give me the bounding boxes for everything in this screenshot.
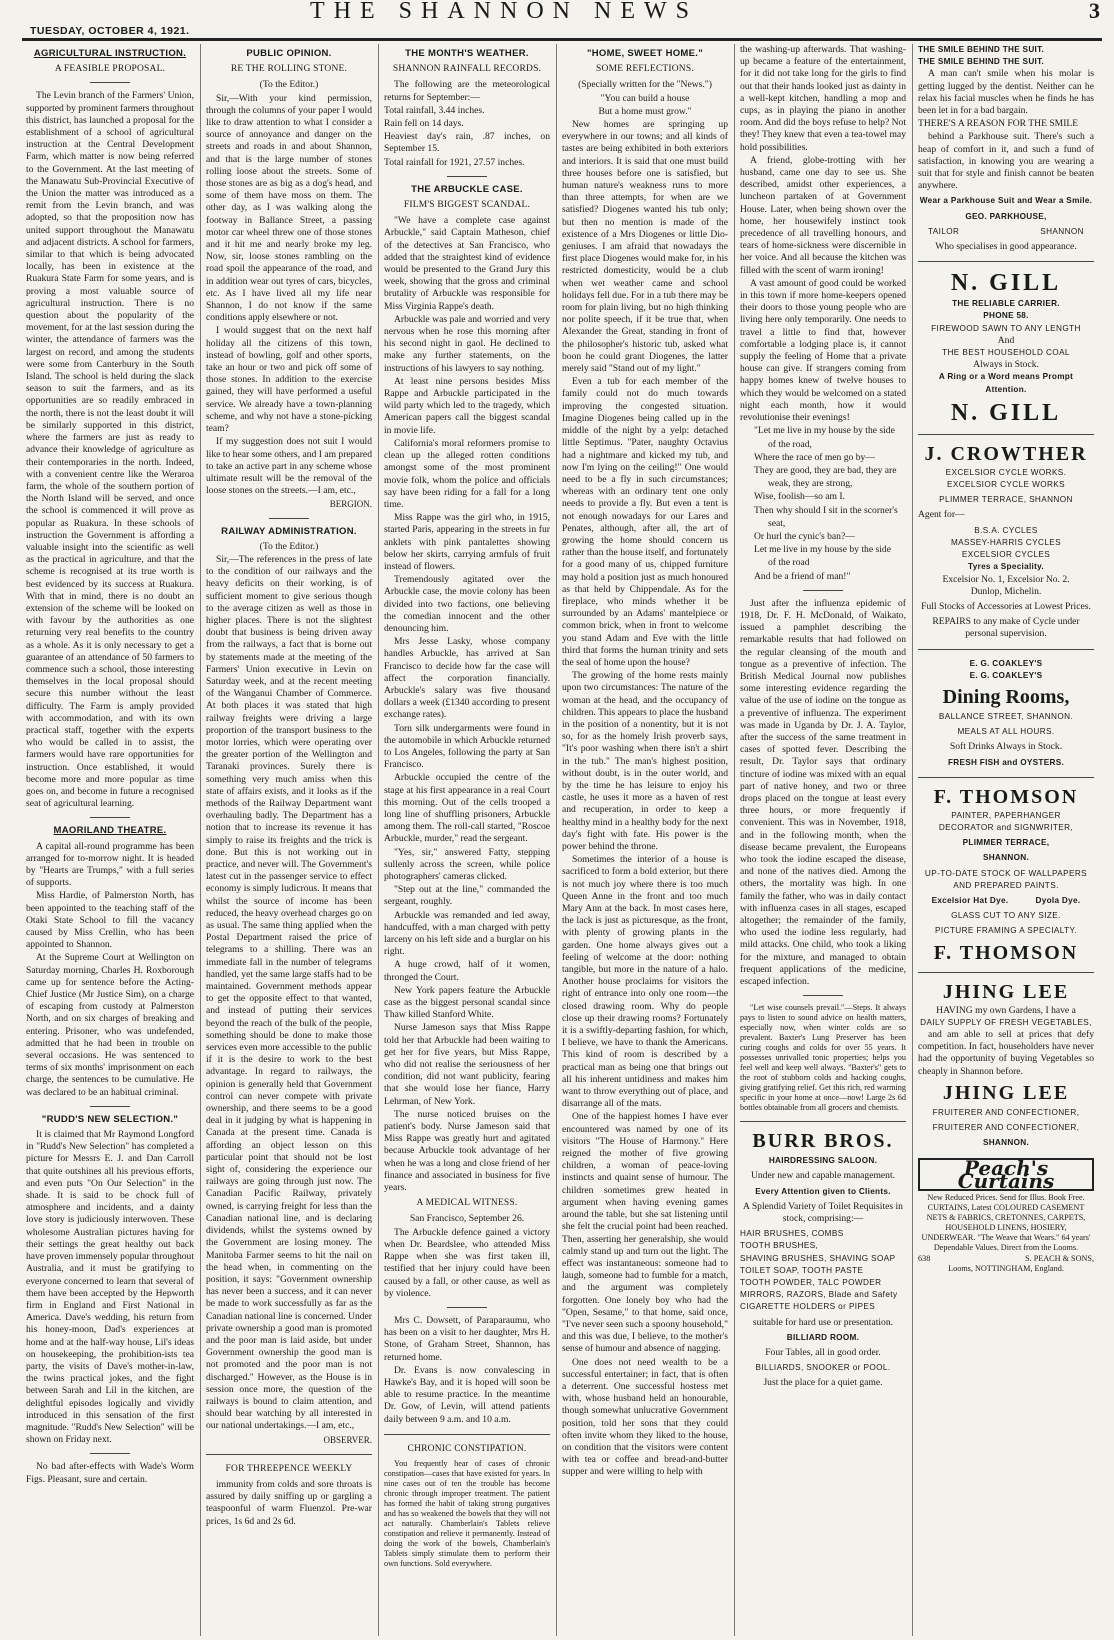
divider [803,590,843,591]
advert-text: New Reduced Prices. Send for Illus. Book Free. CURTAINS, Latest COLOURED CASEMENT NETS & FABRICS, CRETONNES, CARPETS, HOUSEHOLD LINENS, HOSIERY, UNDERWEAR. "The Weave that Wears." 64 years' Dependable Values. Direct from the Looms. [921,1192,1091,1252]
poem-line: weak, they are strong, [768,478,853,490]
editor-note: (To the Editor.) [259,79,319,91]
column-rule [556,44,557,1636]
article-paragraph: "Yes, sir," answered Fatty, stepping sullenly across the screen, while police photographers' cameras clicked. [384,846,550,882]
column-rule [378,44,379,1636]
article-paragraph: Dr. Evans is now convalescing in Hawke's Bay, and it is hoped will soon be able to resume practice. In the meantime Dr. Gow, of Levin, will attend patients daily between 9 a.m. and 10 a.m. [384,1364,550,1425]
article-paragraph: The nurse noticed bruises on the patient's body. Nurse Jameson said that Miss Rappe was greatly hurt and agitated because Arbuckle took advantage of her when he was a long and close friend of her finance and associated in business for five years. [384,1108,550,1194]
advert-line: BILLIARDS, SNOOKER or POOL. [755,1363,891,1373]
issue-date: TUESDAY, OCTOBER 4, 1921. [30,25,190,37]
advert-name: N. GILL [950,270,1062,297]
article-paragraph: Mrs Jesse Lasky, whose company handles Arbuckle, has arrived at San Francisco to decide how far the case will affect the corporation financially. Arbuckle's salary was five thousand dollars a week (£1340 according to present exchange rates). [384,636,550,721]
article-subheading: SOME REFLECTIONS. [596,64,694,75]
poem-line: Let me live in my house by the side [754,544,891,556]
advert-line: TOOTH BRUSHES, [740,1241,819,1251]
quote-line: "You can build a house [600,92,690,104]
article-paragraph: The Levin branch of the Farmers' Union, supported by prominent farmers throughout this district, has launched a proposal for the establishment of a school of agricultural instruction at the Central Development Farm, which matter is now being referred to the Government. At the last meeting of the Manawatu Sub-Provincial Executive of the Union the matter was introduced as a remit from the Levin branch, and was adopted, so that the proposition now has united support throughout the Manawatu and adjacent districts. A school for farmers, similar to that which is being advocated locally, has been in existence at the Ruakura State Farm for some years, and is proving a most valuable source of agricultural instruction. There is no question about the popularity of the movement, for at the last session during the winter, the attendance of farmers was the largest on record, and among the students were some from Canterbury in the South Island. The school is held during the slack season to suit the farmers, and as its opportunities are so readily embraced in the north, there is not the least doubt it will be similarly supported in this district, where the farmers are just as ready to advance their knowledge of agriculture as their contemporaries in the north. Indeed, with a convenient centre like the Weraroa farm, the whole of the southern portion of the North Island will be served, and once the school is commenced it will prove as popular as Ruakura. In these schools of instruction the Government is affording a valuable insight into the scientific as well as the practical in agriculture, and that the scheme is recognised at its true worth is best evidenced by its success at Ruakura. With that in mind, there is no doubt an extension of the scheme will be looked on with favour by the authorities as one returning very real benefits to the country as a whole. As it is only necessary to get a guarantee of an attendance of 50 farmers to commence such a school, those interesting themselves in the local proposal should secure this number without the least difficulty. The Farm is amply provided with accommodation, and with its own practical staff, together with the experts who would be called in to assist, the farmers would have rare opportunities for instruction. Once established, it would become more and more popular as time goes on, and become in future a recognised seat of agricultural learning. [26,90,194,810]
poem-line: "Let me live in my house by the side [754,425,895,437]
article-subheading: A MEDICAL WITNESS. [416,1198,518,1209]
article-subheading: RE THE ROLLING STONE. [230,64,348,75]
coakley-advert [918,658,1094,769]
advert-line [918,895,1094,907]
advert-line: FRUITERER AND CONFECTIONER, [932,1122,1080,1132]
article-paragraph: One does not need wealth to be a successful entertainer; in fact, that is often a deterrent. One successful hostess met with, whose husband held an honourable, though somewhat unlucrative Government position, told her sons that they could often invite whom they liked to the house, on condition that the visitors were content with tea or coffee and bread-and-butter supper and were willing to help with [562,1356,728,1478]
article-paragraph: Tremendously agitated over the Arbuckle case, the movie colony has been divided into two factions, one believing the comedian innocent and the other denouncing him. [384,574,550,634]
article-paragraph: I would suggest that on the next half holiday all the citizens of this town, instead of bowling, golf and other sports, take an hour or two and pick off some of those stones. In addition to the exercise gained, they will have performed a useful service. We already have a town-planning scheme, and why not have a stone-picking team? [206,325,372,435]
advert-text: You frequently hear of cases of chronic constipation—cases that have existed for years. In nine cases out of ten the trouble has become chronic through improper treatment. The patient has formed the habit of taking strong purgatives and has so weakened the bowels that they will not act naturally. Chamberlain's Tablets relieve constipation and relieve it permanently. Instead of doing the work of the bowels, Chamberlain's Tablets simply stimulate them to perform their own functions. Sold everywhere. [384,1458,550,1568]
advert-line: SHAVING BRUSHES, SHAVING SOAP [740,1253,896,1263]
advert-text: THERE'S A REASON FOR THE SMILE [918,118,1079,130]
article-paragraph: California's moral reformers promise to clean up the alleged rotten conditions amongst some of the most prominent movie folk, whom the police and officials say have been riding for a fall for a long time. [384,437,550,510]
advert-heading: FOR THREEPENCE WEEKLY [225,1463,353,1474]
advert-line: FRUITERER AND CONFECTIONER, [932,1107,1080,1117]
advert-line: Just the place for a quiet game. [763,1377,883,1389]
article-paragraph: The following are the meteorological returns for September:— [384,79,550,103]
divider [918,649,1094,650]
advert-line: REPAIRS to any make of Cycle under personal supervision. [932,616,1080,640]
column-rule [734,44,735,1636]
advert-line: B.S.A. CYCLES [974,525,1038,535]
parkhouse-advert [918,44,1094,253]
advert-heading: CHRONIC CONSTIPATION. [407,1443,527,1454]
advert-line: SHANNON. [982,1138,1030,1148]
advert-line: MEALS AT ALL HOURS. [957,727,1055,737]
advert-word: SHANNON [1040,226,1084,236]
advert-line: Agent for— [918,509,965,521]
newspaper-title: THE SHANNON NEWS [310,0,698,24]
advert-line: Under new and capable management. [750,1170,896,1182]
article-heading: MAORILAND THEATRE. [53,825,167,837]
advert-line: E. G. COAKLEY'S [969,670,1043,680]
advert-line: MIRRORS, RAZORS, Blade and Safety [740,1290,898,1300]
peach-curtains-advert [918,1152,1094,1273]
divider [90,817,130,818]
poem-line: They are good, they are bad, they are [754,464,897,476]
advert-line: BALLANCE STREET, SHANNON. [938,711,1074,721]
advert-line: Soft Drinks Always in Stock. [949,741,1063,753]
advert-logo: Peach's Curtains [918,1158,1094,1190]
advert-name: F. THOMSON [933,785,1079,808]
article-paragraph: Arbuckle occupied the centre of the stage at his first appearance in a real Court this morning. Out of the cells trooped a long line of shuffling prisoners, Arbuckle among them. The roll-call started, "Roscoe Arbuckle, murder," read the sergeant. [384,772,550,845]
article-paragraph: Arbuckle was remanded and led away, handcuffed, with a man charged with petty larceny on his left side and a burglar on his right. [384,909,550,958]
advert-line: EXCELSIOR CYCLE WORKS [946,480,1066,490]
divider [384,1434,550,1435]
advert-line: Looms, NOTTINGHAM, England. [948,1263,1064,1273]
column-3 [384,44,550,1636]
divider [269,518,309,519]
advert-line: Tyres a Speciality. [968,562,1044,572]
article-heading: THE MONTH'S WEATHER. [405,48,529,59]
divider [90,82,130,83]
letter-signature: BERGION. [329,499,372,510]
divider [447,176,487,177]
letter-signature: OBSERVER. [323,1434,372,1445]
article-paragraph: A vast amount of good could be worked in this town if more home-keepers opened their doors to those young people who are living here only temporarily. One needs to travel a little to find that, however comfortable a lodging place is, it cannot supply the feeling of Home that a private house can give. If strangers coming from happy homes knew of twelve houses to which they would be welcomed on a stated night each month, how it would revolutionise their evenings! [740,277,906,424]
advert-line: Full Stocks of Accessories at Lowest Prices. [921,600,1091,612]
advert-name: JHING LEE [942,980,1070,1003]
advert-line: Excelsior No. 1, Excelsior No. 2. [942,573,1070,585]
divider [90,1106,130,1107]
article-paragraph: Sir,—With your kind permission, through the columns of your paper I would like to draw attention to what I consider a source of annoyance and danger on the streets and roads in and about Shannon, and that is the large number of stones rolling loose about the streets. Some of those stones are as big as a dog's head, and some of them have moss on them. The other day, as I was walking along the footway in Ballance Street, a passing motor car wheel threw one of those stones and it hit me and nearly broke my leg. Now, sir, loose stones rambling on the road spoil the appearance of the road, and in addition wear out tyres of cars, bicycles, etc. As I have lived all my life near Shannon, I do not know if the same conditions apply elsewhere or not. [206,92,372,324]
advert-name: N. GILL [950,399,1062,426]
advert-line: Four Tables, all in good order. [765,1347,881,1359]
column-5 [740,44,906,1636]
advert-line: HAIRDRESSING SALOON. [768,1156,878,1166]
poem-line: of the road, [768,438,812,450]
advert-line: FIREWOOD SAWN TO ANY LENGTH [931,323,1081,333]
crowther-advert [918,443,1094,641]
article-heading: AGRICULTURAL INSTRUCTION. [33,48,187,59]
article-heading: THE ARBUCKLE CASE. [411,183,523,195]
advert-line: Who specialises in good appearance. [935,241,1077,253]
article-paragraph: "We have a complete case against Arbuckle," said Captain Matheson, chief of the detectives at San Francisco, who added that the straightest kind of evidence would be presented to the Grand Jury this week, showing that the gross and criminal brutality of Arbuckle was responsible for Miss Virginia Rappe's death. [384,215,550,312]
advert-word: 638 [918,1253,931,1263]
advert-line: And [997,334,1015,346]
advert-text: behind a Parkhouse suit. There's such a heap of comfort in it, and such a fund of satisfaction, in knowing you are wearing a suit that for style and finish cannot be beaten anywhere. [918,131,1094,192]
article-paragraph: No bad after-effects with Wade's Worm Figs. Pleasant, sure and certain. [26,1461,194,1485]
advert-line: DECORATOR and SIGNWRITER, [938,822,1074,832]
quote-line: But a home must grow." [598,105,692,117]
advert-line: A Ring or a Word means Prompt Attention. [938,372,1074,394]
advert-text: immunity from colds and sore throats is assured by daily sniffing up or gargling a teaspoonful of warm Fluenzol. Pre-war prices, 1s 6d and 2s 6d. [206,1478,372,1527]
article-heading: RAILWAY ADMINISTRATION. [221,525,357,537]
advert-line: FRESH FISH and OYSTERS. [947,757,1065,767]
advert-line: DAILY SUPPLY OF FRESH VEGETABLES, [920,1017,1092,1027]
advert-heading: THE SMILE BEHIND THE SUIT. [918,57,1045,67]
burr-bros-advert [740,1130,906,1389]
advert-line: TOOTH POWDER, TALC POWDER [740,1278,882,1288]
advert-line [918,1254,1094,1264]
advert-word: Excelsior Hat Dye. [931,895,1009,905]
poem-line: Or hurl the cynic's ban?— [754,530,855,542]
divider [918,434,1094,435]
article-paragraph: Torn silk undergarments were found in the automobile in which Arbuckle returned to Los Angeles, following the party at San Francisco. [384,722,550,771]
article-heading: "RUDD'S NEW SELECTION." [41,1113,179,1125]
masthead [20,0,1100,24]
weather-stat: Heaviest day's rain, .87 inches, on September 15. [384,131,550,155]
advert-line [918,226,1094,238]
advert-line: TOILET SOAP, TOOTH PASTE [740,1265,864,1275]
article-heading: "HOME, SWEET HOME." [586,48,704,59]
column-1 [26,44,194,1636]
advert-line: EXCELSIOR CYCLE WORKS. [945,467,1067,477]
article-paragraph: The Arbuckle defence gained a victory when Dr. Beardslee, who attended Miss Rappe when she was first taken ill, testified that her injury could have been caused by a fall, or other cause, as well as by violence. [384,1226,550,1299]
article-paragraph: It is claimed that Mr Raymond Longford in "Rudd's New Selection" has completed a picture for Messrs E. J. and Dan Carroll that quite outshines all his previous efforts, and even puts "On Our Selection" in the shade. It is said to be chock full of atmosphere and incidents, and a dainty love story is judiciously interwoven. These wholesome Australian pictures having for their settings the great healthy out back have proven immensely popular throughout Australia, and it must be gratifying to everyone concerned to learn that several of them have been accepted by the Hepworth firm in England and First National in America. Dave's wedding, his return from his honey-moon, Dad's experiences at home and at the half-way house, Lil's ideas on housekeeping, the prohibition-ists tea party, the visits of Dave's mother-in-law, the twins practical jokes, and the fight between Sarah and Lil in the kitchen, are delightful episodes logically and vividly introduced in this sensation of the first magnitude. "Rudd's New Selection" will be shown on Friday next. [26,1129,194,1446]
poem-line: Then why should I sit in the scorner's [754,504,898,516]
column-rule [912,44,913,1636]
advert-line: BILLIARD ROOM. [786,1332,860,1342]
article-subheading: FILM'S BIGGEST SCANDAL. [403,200,531,211]
column-6 [918,44,1094,1636]
page-number: 3 [1089,0,1100,23]
advert-line: Dunlop, Michelin. [970,585,1042,597]
advert-line: Every Attention given to Clients. [755,1186,891,1196]
divider [447,1307,487,1308]
article-paragraph: Mrs C. Dowsett, of Paraparaumu, who has been on a visit to her daughter, Mrs H. Stone, of Graham Street, Shannon, has returned home. [384,1314,550,1363]
article-paragraph: A capital all-round programme has been arranged for to-morrow night. It is headed by "Hearts are Trumps," with a full series of supports. [26,840,194,889]
article-paragraph: At the Supreme Court at Wellington on Saturday morning, Charles H. Roxborough came up for sentence before the Acting-Chief Justice (Mr Justice Sim), on a charge of escaping from custody at Palmerston North, and on six charges of breaking and entering. Prisoner, who was undefended, admitted that he had been in trouble on several occasions. He was sentenced to terms of six months' imprisonment on each charge, the sentences to be cumulative. He was declared to be an habitual criminal. [26,952,194,1098]
advert-line: UP-TO-DATE STOCK OF WALLPAPERS AND PREPARED PAINTS. [924,868,1088,890]
poem-line: And be a friend of man!" [754,570,851,582]
article-paragraph: Just after the influenza epidemic of 1918, Dr. F. H. McDonald, of Waikato, issued a pamphlet describing the remarkable results that had followed on the regular cleansing of the mouth and tongue as a preventive of infection. The British Medical Journal now publishes some interesting evidence regarding the value of the use of iodine on the tongue as a preventive of influenza. The experiment was made in Uganda by Dr. J. A. Taylor, after the success of the same treatment in cases of spotted fever. Describing the result, Dr. Taylor says that ordinary tincture of iodine was mixed with an equal part of native honey, and two or three drops placed on the tongue at least every three hours, or more frequently if convenient. This was in November, 1918, and in the following month, when the disease became prevalent, the Europeans who took the iodine escaped the disease, and none of the natives died. Among the others, the mortality was high. In one family the father, who was in daily contact with influenza cases in all stages, escaped altogether; the remainder of the family, who used the iodine less regularly, had mild attacks. One child, who took a liking for the mixture, and managed to obtain frequent applications of the medicine, escaped infection. [740,597,906,988]
article-paragraph: New homes are springing up everywhere in our towns; and all kinds of tastes are being exhibited in both exteriors and interiors. It is said that one must build three houses before one is satisfied, but human nature's weakness runs to more than three attempts, for when are we satisfied? Diogenes wanted his tub only; but then no mention is made of the existence of a Mrs Diogenes or little Dio-geniuses. I am afraid that nowadays the first place Diogenes would make for, in his restricted domesticity, would be a club when wet weather came and school holidays fell due. For in a tub there may be room for plain living, but no high thinking nor polite speech, if it be true that, when Alexander the Great, standing in front of the philosopher's historic tub, asked what boon he could grant Diogenes, the latter merely said "Stand out of my light." [562,119,728,375]
article-paragraph: Miss Hardie, of Palmerston North, has been appointed to the teaching staff of the Otaki State School to fill the vacancy caused by Miss Crellin, who has been appointed to Shannon. [26,890,194,951]
editor-note: (To the Editor.) [259,540,319,552]
masthead-rule [22,38,1102,41]
thomson-advert [918,786,1094,964]
article-paragraph: "Step out at the line," commanded the sergeant, roughly. [384,884,550,908]
advert-name: Dining Rooms, [942,685,1070,708]
advert-line: THE BEST HOUSEHOLD COAL [942,348,1070,358]
weather-stat: Total rainfall, 3.44 inches. [384,104,485,116]
advert-name: J. CROWTHER [924,442,1088,465]
advert-text: A man can't smile when his molar is getting lugged by the dentist. Neither can he relax his facial muscles when he finds he has been let in for a bad bargain. [918,68,1094,117]
advert-heading: THE SMILE BEHIND THE SUIT. [918,45,1045,54]
article-paragraph: The growing of the home rests mainly upon two circumstances: The nature of the woman at the head, and the occupancy of children. This appears to place the husband in the position of a nonentity, but it is not so, for as the homely Irish proverb says, "It's poor washing when there isn't a shirt in the tub." The man's highest position, without doubt, is in the outer world, and by the time he has leisure to enjoy his castle, he uses it more as a haven of rest and recuperation, in order to keep a healthy mind in a healthy body for the next day's fight with fate. His power is the power behind the throne. [562,670,728,852]
poem-line: of the road [768,557,810,569]
poem-line: Where the race of men go by— [754,451,875,463]
divider [803,995,843,996]
article-paragraph: A huge crowd, half of it women, thronged the Court. [384,959,550,983]
advert-line: SHANNON. [982,853,1030,863]
gill-advert [918,270,1094,426]
advert-name: BURR BROS. [752,1130,894,1153]
advert-word: S. PEACH & SONS, [1025,1253,1094,1263]
article-paragraph: Nurse Jameson says that Miss Rappe told her that Arbuckle had been waiting to get her for five years, but Miss Rappe, who did not realise the seriousness of her condition, did not want publicity, fearing that she would lose her fiance, Harry Lehrman, of New York. [384,1022,550,1107]
advert-line: E. G. COAKLEY'S [969,658,1043,668]
jhing-lee-advert [918,981,1094,1150]
article-paragraph: Miss Rappe was the girl who, in 1915, started Paris, appearing in the streets in fur anklets with pink pantalettes showing below her skirts, carrying armfuls of fruit instead of flowers. [384,512,550,572]
column-rule [200,44,201,1636]
advert-line: Wear a Parkhouse Suit and Wear a Smile. [919,196,1093,206]
advert-line: THE RELIABLE CARRIER. [952,299,1060,309]
divider [918,261,1094,262]
article-paragraph: Arbuckle was pale and worried and very nervous when he rose this morning after his second night in gaol. He declined to make any further statements, on the instructions of his lawyers to say nothing. [384,313,550,374]
article-paragraph: If my suggestion does not suit I would like to hear some others, and I am prepared to take an active part in any scheme whose ultimate result will be the removal of the loose stones on the streets.—I am, etc., [206,436,372,497]
advert-line: HAIR BRUSHES, COMBS [740,1229,844,1239]
dateline-text: San Francisco, September 26. [409,1213,525,1225]
article-paragraph: Sir,—The references in the press of late to the condition of our railways and the heavy deficits on their working, is of sufficient moment to give serious though to the average citizen as well as those in higher places. There is not the slightest doubt that business is being driven away from the railways, a fact that is borne out by statements made at the meeting of the Farmers' Union executive in Levin on Saturday week, and at the recent meeting of the Wanganui Chamber of Commerce. At both places it was stated that high railway freights were driving a large proportion of the transport business to the motor lorries, which were operating over the greater portion of the Wellington and Taranaki provinces. Surely there is something very much amiss when this state of affairs exists, and it looks as if the methods of the Railway Department want overhauling badly. The Department has a notion that to increase its revenue it has simply to raise its freights and the trick is done. But this is not working out in practice, and never will. The Government's latest cut in the passenger service to effect economy is simply ludicrous. It means that whilst the source of income has been reduced, the heavy overhead charges go on as usual. The same thing applied when the Postal Department raised the price of telegrams to a shilling. There was an immediate fall in the number of telegrams handled, yet the same large staffs had to be maintained. Government methods appear to get the opposite effect to that wanted, and instead of putting their services beyond the reach of the bulk of the people, something should be done to make those services even more accessible to the public if it is the desire to work to the best advantage. In regard to railways, the opinion is generally held that Government control can never compete with private ownership, and there seems to be a good deal in it judging by what is happening in Canada at the present time. Canada is affording an object lesson on this particular point that should not be lost sight of, considering the experience our railways are going through just now. The Canadian Pacific Railway, privately owned, is carrying freight for less than the Canadian national line, and is declaring dividends, whilst the systems owned by the Government are losing money. The Manitoba Farmer seems to hit the nail on the head when, in commenting on the position, it says: "Government ownership has never been a success, and it can never be made to work successfully as far as the Canadian national line is concerned. Under private ownership a good man is promoted and the poor man is laid aside, but under Government ownership the good man is not promoted and the poor man is not discharged." However, as the House is in session once more, the question of the railways is bound to claim attention, and should bear watching by all interested in our national undertakings.—I am, etc., [206,553,372,1432]
byline: (Specially written for the "News.") [578,79,712,91]
weather-stat: Total rainfall for 1921, 27.57 inches. [384,156,525,168]
advert-line: A Splendid Variety of Toilet Requisites in stock, comprising:— [743,1200,903,1225]
advert-line: GLASS CUT TO ANY SIZE. [951,911,1061,921]
advert-text: and am able to sell at prices that defy competition. In fact, householders have never had the opportunity of buying Vegetables so cheaply in Shannon before. [918,1028,1094,1077]
weather-stat: Rain fell on 14 days. [384,118,464,130]
advert-text: "Let wise counsels prevail."—Steps. It always pays to listen to sound advice on health matters, especially now, when winter colds are so prevalent. Baxter's Lung Preserver has been curing coughs and colds for over 55 years. It possesses unrivalled tonic properties; helps you feel well and keep well always. "Baxter's" gets to the root of stubborn colds and hacking coughs, giving gratifying relief. Get this rich, red warming specific in your home at once—now! Large 2s 6d bottles obtainable from all grocers and chemists. [740,1003,906,1113]
advert-line: HAVING my own Gardens, I have a [936,1004,1076,1016]
advert-line: MASSEY-HARRIS CYCLES [950,537,1062,547]
advert-name: F. THOMSON [933,941,1079,964]
article-heading: PUBLIC OPINION. [246,48,332,59]
divider [740,1121,906,1122]
article-paragraph: New York papers feature the Arbuckle case as the biggest personal scandal since Thaw killed Stanford White. [384,984,550,1021]
article-subheading: A FEASIBLE PROPOSAL. [54,64,166,75]
article-paragraph: Even a tub for each member of the family could not do much towards improving the congested situation. Imagine Diogenes being called up in the middle of the night by a yelp: detached little Septimus. "Pater, naughty Octavius had a nightmare and kicked my tub, and now I'm lying on the ceiling!" One would need to be a fly in such circumstances; whereas with an ordinary tent one only needs to provide a fly. But even a tent is not enough nowadays for our Lares and Penates, although, after all, the art of growing the home should concern us rather than the house itself, and fortunately for a good many of us, chipped furniture may hold a position just as much honoured as that held by Chippendale. As for the fireplace, who minds whether it be surrounded by an Adams' mantelpiece or common brick, when in front to welcome you stand Adam and Eve with the little third that forms the human trinity and sets the seal of home upon the house? [562,376,728,668]
advert-line: PLIMMER TERRACE, SHANNON [939,495,1073,505]
advert-word: Dyola Dye. [1035,895,1081,905]
poem [740,425,906,582]
article-paragraph: A friend, globe-trotting with her husband, came one day to see us. She described, amidst other experiences, a luncheon partaken of at Government House. Later, when being shown over the home, her housewifely instinct took precedence of all travelling honours, and tears of home-sickness were discernible in her voice. And all because the kitchen was filled with the scent of warm ironing! [740,154,906,276]
advert-word: TAILOR [928,226,960,236]
column-4 [562,44,728,1636]
article-paragraph: Sometimes the interior of a house is sacrificed to form a bold exterior, but there is not much joy where there is too much Queen Anne in the front and too much Mary Ann at the back. In most cases here, the lack is just as picturesque, as the front, with plenty of growing plants in the garden. One home always gives out a feeling of welcome at the door: nothing tangible, but more in the nature of a halo. Another house proclaims for visitors the right of entrance into only one room—the closed drawing room. Why do people close up their drawing rooms? Fortunately it is a swiftly-departing fashion, for which, I believe, we have to thank the Americans. This kind of room is described by a practical man as being one that brings out all his inherent untidiness and makes him want to throw everything out of place, and disarrange all of the mats. [562,854,728,1110]
advert-line: suitable for hard use or presentation. [752,1316,894,1328]
poem-line: seat, [768,517,786,529]
article-paragraph: At least nine persons besides Miss Rappe and Arbuckle participated in the wild party which led to the tragedy, which American papers call the biggest scandal in movie life. [384,375,550,436]
divider [918,777,1094,778]
divider [918,972,1094,973]
advert-name: JHING LEE [942,1081,1070,1104]
divider [90,1453,130,1454]
advert-line: EXCELSIOR CYCLES [961,550,1051,560]
article-subheading: SHANNON RAINFALL RECORDS. [392,64,542,75]
advert-line: Always in Stock. [973,359,1039,371]
advert-line: PHONE 58. [983,311,1029,321]
article-paragraph: the washing-up afterwards. That washing-up became a feature of the entertainment, for it did not take long for the girls to find out that their hands looked just as dainty in a well-kept kitchen, handling a mop and cups, as in playing the piano in another room. And did the boys refuse to help? Not they! They knew that even a tea-towel may hold possibilities. [740,44,906,153]
poem-line: Wise, foolish—so am I. [754,491,846,503]
advert-line: GEO. PARKHOUSE, [965,211,1047,221]
advert-line: PLIMMER TERRACE, [962,838,1050,848]
advert-line: PAINTER, PAPERHANGER [951,810,1061,820]
article-paragraph: One of the happiest homes I have ever encountered was named by one of its visitors "The House of Harmony." Here reigned the mother of five growing children, a woman of peace-loving instincts and quaint sense of humour. The children sometimes grew heated in argument when having evening games around the table, but she sat listening until she felt the crucial point had been reached. Then, asserting her generalship, she would calmly stand up and turn out the light. The effect was instantaneous: someone had to laugh, someone had to fumble for a match, and the argument was completely forgotten. One lonely boy who had the "Open, Sesame," to that home, said once, "I've never seen such a spoony household," and this was due, I believe, to the mother's sense of humour and absence of nagging. [562,1111,728,1355]
advert-line: PICTURE FRAMING A SPECIALTY. [935,926,1077,936]
advert-line: CIGARETTE HOLDERS or PIPES [740,1302,876,1312]
divider [206,1454,372,1455]
column-2 [206,44,372,1636]
